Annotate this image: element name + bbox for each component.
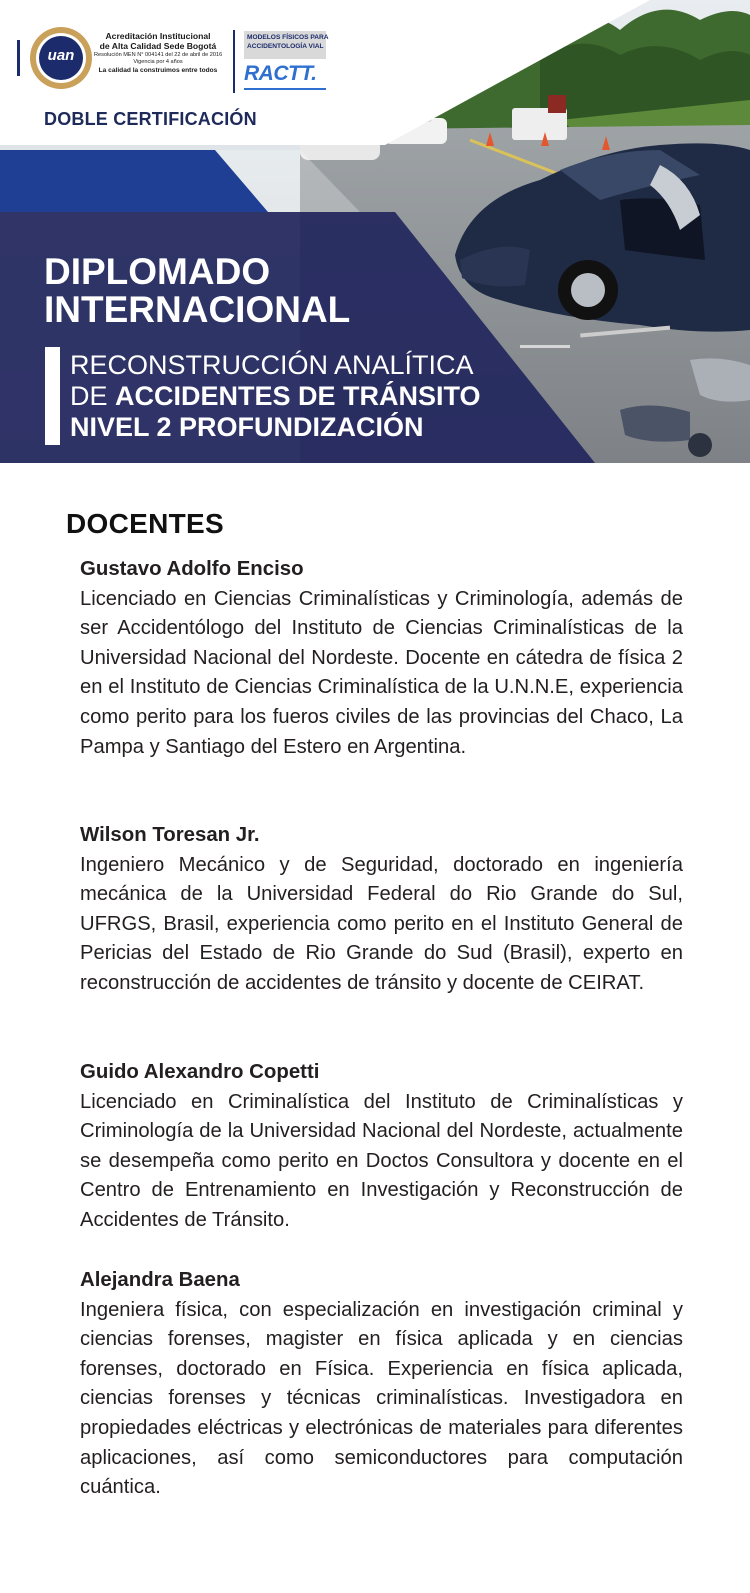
teacher-bio: Ingeniero Mecánico y de Seguridad, doctorado en ingeniería mecánica de la Universidad Federal do Rio Grande do Sul, UFRGS, Brasil, experiencia como perito en el Instituto General de Pericias del Estado de Rio Grande do Sud (Brasil), experto en reconstrucción de accidentes de tránsito y docente de CEIRAT.	[80, 853, 683, 994]
subtitle-line2	[70, 381, 481, 412]
title-line2: INTERNACIONAL	[44, 289, 351, 330]
subtitle-line1: RECONSTRUCCIÓN ANALÍTICA	[70, 350, 474, 380]
uan-logo-text: uan	[47, 47, 75, 64]
partner-line1: MODELOS FÍSICOS PARA	[247, 34, 329, 41]
subtitle-line3: NIVEL 2 PROFUNDIZACIÓN	[70, 412, 424, 442]
teacher-item	[80, 555, 683, 762]
ractt-logo: RACTT.	[244, 62, 317, 85]
section-title: DOCENTES	[66, 508, 224, 539]
teacher-item	[80, 1266, 683, 1503]
teacher-item	[80, 1058, 683, 1236]
subtitle-line2-bold: ACCIDENTES DE TRÁNSITO	[115, 381, 481, 411]
accreditation-validity: Vigencia por 4 años	[133, 59, 183, 65]
teacher-name: Gustavo Adolfo Enciso	[80, 558, 304, 580]
accreditation-slogan: La calidad la construimos entre todos	[98, 67, 218, 74]
hero-banner	[0, 0, 750, 463]
title-line1: DIPLOMADO	[44, 251, 271, 292]
teacher-item	[80, 821, 683, 999]
partner-logo-box	[244, 31, 329, 59]
teacher-name: Wilson Toresan Jr.	[80, 824, 260, 846]
accreditation-resolution: Resolución MEN N° 004141 del 22 de abril de 2016	[94, 52, 223, 58]
teacher-bio: Ingeniera física, con especialización en investigación criminal y ciencias forenses, magister en física aplicada y en ciencias forenses, doctorado en Física. Experiencia en física aplicada, ciencias forenses y técnicas criminalísticas. Investigadora en propiedades eléctricas y electrónicas de materiales para diferentes aplicaciones, así como semiconductores para computación cuántica.	[80, 1298, 683, 1499]
subtitle-line2-prefix: DE	[70, 381, 116, 411]
teacher-name: Alejandra Baena	[80, 1269, 240, 1291]
teacher-name: Guido Alexandro Copetti	[80, 1061, 320, 1083]
accreditation-text	[94, 31, 222, 75]
teacher-bio: Licenciado en Criminalística del Instituto de Criminalísticas y Criminología de la Universidad Nacional del Nordeste, actualmente se desempeña como perito en Doctos Consultora y docente en el Centro de Entrenamiento en Investigación y Reconstrucción de Accidentes de Tránsito.	[80, 1090, 683, 1231]
accreditation-line2: de Alta Calidad Sede Bogotá	[99, 41, 217, 51]
accreditation-line1: Acreditación Institucional	[105, 31, 211, 41]
accent-bar	[45, 347, 60, 445]
teacher-bio: Licenciado en Ciencias Criminalísticas y Criminología, además de ser Accidentólogo del Instituto de Ciencias Criminalísticas de la Universidad Nacional del Nordeste. Docente en cátedra de física 2 en el Instituto de Ciencias Criminalística de la U.N.N.E, experiencia como perito para los fueros civiles de las provincias del Chaco, La Pampa y Santiago del Estero en Argentina.	[80, 587, 683, 758]
partner-line2: ACCIDENTOLOGÍA VIAL	[247, 43, 324, 50]
certification-badge: DOBLE CERTIFICACIÓN	[44, 109, 257, 129]
